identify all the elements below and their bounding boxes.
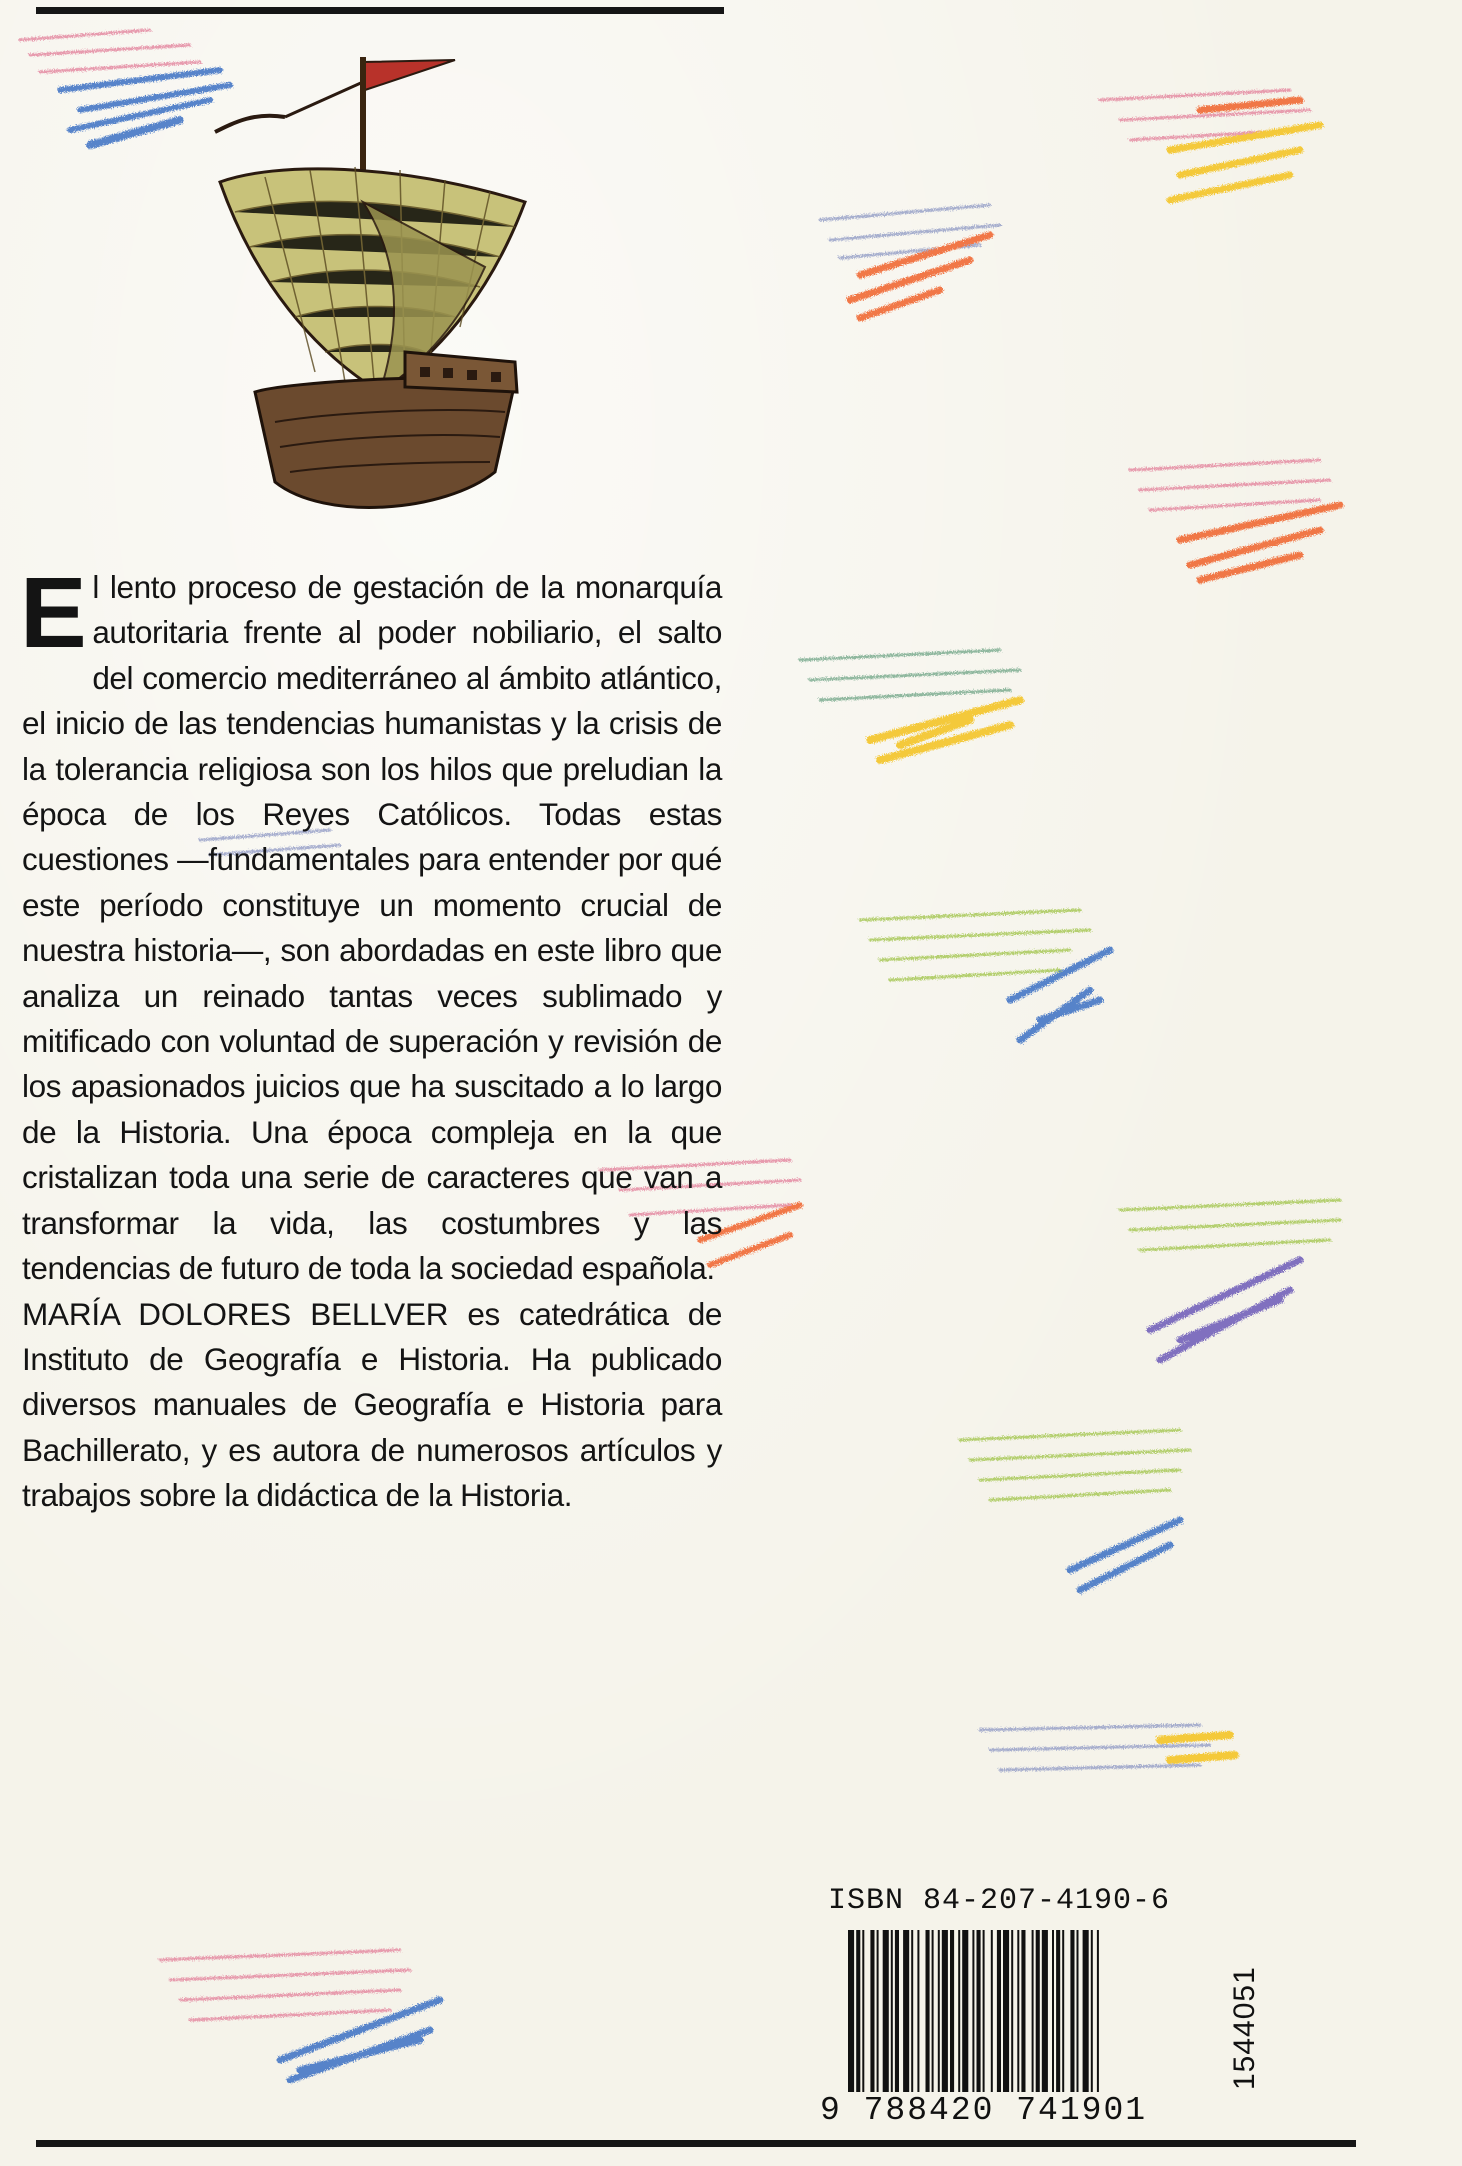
- barcode-bar: [1011, 1930, 1013, 2100]
- scribble-green-blue: [960, 1430, 1190, 1590]
- barcode-bar: [1091, 1930, 1093, 2100]
- barcode-bar: [1056, 1930, 1060, 2100]
- scribble-orange-2: [1130, 460, 1340, 580]
- author-name: MARÍA DOLORES BELLVER: [22, 1295, 449, 1332]
- scribble-yellow-small: [980, 1725, 1235, 1770]
- barcode-bar: [1070, 1930, 1074, 2100]
- scribble-purple: [1120, 1200, 1340, 1360]
- author-paragraph: [22, 1292, 722, 1519]
- barcode-bar: [1032, 1930, 1034, 2100]
- barcode-bar: [895, 1930, 899, 2100]
- isbn-label: ISBN 84-207-4190-6: [828, 1884, 1171, 1918]
- barcode-bar: [942, 1930, 948, 2100]
- barcode-bar: [883, 1930, 889, 2100]
- blurb-paragraph: [20, 557, 722, 1292]
- bottom-rule: [36, 2140, 1356, 2147]
- drop-cap: E: [20, 557, 87, 669]
- barcode-bar: [962, 1930, 968, 2100]
- barcode-bar: [877, 1930, 879, 2100]
- barcode-bar: [991, 1930, 993, 2100]
- barcode-bar: [903, 1930, 909, 2100]
- scribble-orange-1: [820, 205, 1000, 318]
- barcode-bar: [1042, 1930, 1048, 2100]
- author-bio: es catedrática de Instituto de Geografía e Historia. Ha publicado diversos manuales de Geografía e Historia para Bachillerato, y es autora de numerosos artículos y trabajos sobre la didáctica de la Historia.: [22, 1295, 723, 1514]
- barcode-bar: [972, 1930, 974, 2100]
- barcode-bar: [950, 1930, 954, 2100]
- barcode-bar: [862, 1930, 864, 2100]
- barcode-bar: [1003, 1930, 1009, 2100]
- scribble-yellow: [800, 650, 1020, 760]
- barcode-bar: [917, 1930, 919, 2100]
- scribble-bottom-left: [160, 1950, 440, 2080]
- barcode-bar: [1062, 1930, 1064, 2100]
- barcode-bar: [932, 1930, 934, 2100]
- barcode-digits: 9 788420 741901: [816, 2092, 1151, 2129]
- barcode-bar: [1036, 1930, 1040, 2100]
- barcode-bar: [958, 1930, 960, 2100]
- barcode-bar: [1083, 1930, 1089, 2100]
- barcode-bar: [926, 1930, 930, 2100]
- barcode-bar: [1017, 1930, 1019, 2100]
- barcode-bar: [911, 1930, 913, 2100]
- barcode-bar: [1021, 1930, 1025, 2100]
- barcode-bar: [983, 1930, 985, 2100]
- barcode-bar: [891, 1930, 893, 2100]
- scribble-top-right: [1100, 90, 1320, 200]
- barcode-bar: [997, 1930, 1001, 2100]
- blurb-main-text: l lento proceso de gestación de la monarquía autoritaria frente al poder nobiliario, el salto del comercio mediterráneo al ámbito atlántico, el inicio de las tendencias humanistas y la crisis de la tolerancia religiosa son los hilos que preludian la época de los Reyes Católicos. Todas estas cuestiones —fundamentales para entender por qué este período constituye un momento crucial de nuestra historia—, son abordadas en este libro que analiza un reinado tantas veces sublimado y mitificado con voluntad de superación y revisión de los apasionados juicios que ha suscitado a lo largo de la Historia. Una época compleja en la que cristalizan toda una serie de caracteres que van a transformar la vida, las costumbres y las tendencias de futuro de toda la sociedad española.: [22, 569, 722, 1287]
- scribble-blue-middle: [860, 910, 1110, 1040]
- side-code: 1544051: [1228, 1966, 1261, 2090]
- barcode-bar: [1052, 1930, 1054, 2100]
- barcode-bar: [938, 1930, 940, 2100]
- caravel-ship-icon: [195, 52, 535, 542]
- back-cover-blurb: [20, 557, 723, 1519]
- barcode-bar: [870, 1930, 874, 2100]
- barcode-bar: [1077, 1930, 1079, 2100]
